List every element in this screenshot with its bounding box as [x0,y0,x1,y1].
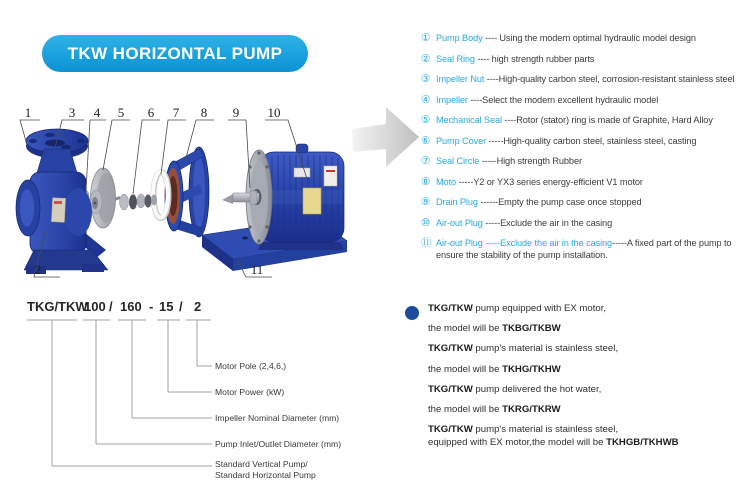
pump-exploded-diagram [0,95,430,300]
pump-cover-shape [165,147,209,237]
part-description: -----A fixed part of the pump to ensure the stability of the pump installation. [436,238,732,261]
circled-number: ② [421,52,431,65]
part-name: Pump Body [436,33,483,43]
part-item [421,135,755,147]
part-number-label: 10 [267,105,281,120]
variant-line: TKG/TKW pump equipped with EX motor, [428,303,607,314]
part-name: Mechanical Seal [436,115,502,125]
circled-number: ⑦ [421,155,431,167]
part-number-label: 4 [93,105,101,120]
part-number-label: 9 [232,105,240,120]
part-description: ---- high strength rubber parts [474,53,595,64]
circled-number: ⑥ [421,134,431,147]
part-name: Moto [436,176,457,187]
part-description: -----High-quality carbon steel, stainless steel, casting [486,135,697,146]
bullet-icon [405,306,419,320]
circled-number: ① [421,32,431,44]
model-code-bold: TKBG/TKBW [502,323,561,335]
impeller-shape [90,168,116,228]
variant-line: the model will be TKRG/TKRW [428,403,561,415]
variants-section [402,303,756,457]
part-number-label: 1 [24,105,32,120]
part-name: Air-out Plug -----Exclude the air in the casing [436,238,613,248]
part-name: Impeller Nut [436,74,485,84]
part-description: -----Exclude the air in the casing [482,217,613,228]
part-name: Seal Circle [436,156,480,166]
model-code-segment: / [109,299,113,314]
model-code-bold: TKRG/TKRW [502,403,561,415]
part-name: Impeller [436,94,468,105]
seal-circle-shape [153,172,169,219]
part-item [421,155,755,167]
part-item [421,217,755,229]
part-item [421,114,755,126]
part-number-label: 7 [172,105,180,120]
circled-number: ④ [421,93,431,106]
part-name: Air-out Plug [436,217,483,228]
model-code-segment: 2 [194,299,202,314]
model-code-bold: TKHGB/TKHWB [606,437,679,449]
parts-list [421,32,755,270]
right-arrow-icon [352,107,419,167]
model-code-segment: / [179,299,183,314]
model-code-segment: 100 [84,299,106,314]
part-item [421,237,755,261]
product-title-banner [42,35,308,72]
circled-number: ⑪ [421,237,432,249]
variant-line: equipped with EX motor,the model will be TKHGB/TKHWB [428,437,679,449]
model-code-segment: 15 [159,299,174,314]
part-number-label: 11 [250,262,264,277]
part-number-label: 6 [147,105,155,120]
part-number-label: 5 [117,105,125,120]
part-description: ----High-quality carbon steel, corrosion-resistant stainless steel [484,74,735,84]
part-item [421,196,755,208]
part-name: Pump Cover [436,135,487,146]
model-code-label: Pump Inlet/Outlet Diameter (mm) [215,439,342,449]
model-code-segment: 160 [120,299,142,314]
circled-number: ⑨ [421,196,431,208]
model-code-label: Motor Power (kW) [215,387,285,397]
variant-line: TKG/TKW pump's material is stainless steel, [428,343,619,355]
product-title: TKW HORIZONTAL PUMP [67,43,283,63]
part-description: ------Empty the pump case once stopped [477,197,642,207]
part-item [421,53,755,65]
model-code-label: Standard Vertical Pump/ [215,459,308,469]
variant-line: TKG/TKW pump delivered the hot water, [428,383,602,395]
model-code-segment: - [149,299,154,314]
variant-line: the model will be TKHG/TKHW [428,363,561,375]
model-code-segment: TKG/TKW [27,299,88,314]
part-description: ----Rotor (stator) ring is made of Graphite, Hard Alloy [501,115,713,125]
circled-number: ③ [421,73,431,85]
variant-line: the model will be TKBG/TKBW [428,323,561,335]
model-code-label: Motor Pole (2,4,6,) [215,361,287,371]
circled-number: ⑧ [421,175,431,188]
part-item [421,32,755,44]
circled-number: ⑩ [421,216,431,229]
part-item [421,176,755,188]
part-description: ---- Using the modern optimal hydraulic model design [482,33,696,43]
part-description: ----Select the modern excellent hydraulic model [467,94,659,105]
model-code-label: Impeller Nominal Diameter (mm) [215,413,340,423]
part-number-label: 2 [34,262,42,277]
part-number-label: 3 [68,105,76,120]
model-code-label: Standard Horizontal Pump [215,470,316,480]
part-number-label: 8 [200,105,208,120]
part-item [421,73,755,85]
variant-line: TKG/TKW pump's material is stainless steel, [428,424,619,436]
part-description: -----Y2 or YX3 series energy-efficient V1 motor [456,176,643,187]
part-description: -----High strength Rubber [479,156,582,166]
circled-number: ⑤ [421,114,431,126]
model-code-bold: TKHG/TKHW [502,363,561,375]
part-name: Seal Ring [436,53,475,64]
part-name: Drain Plug [436,197,478,207]
motor-shaft-shape [222,191,259,204]
part-item [421,94,755,106]
motor-shape [246,144,344,250]
